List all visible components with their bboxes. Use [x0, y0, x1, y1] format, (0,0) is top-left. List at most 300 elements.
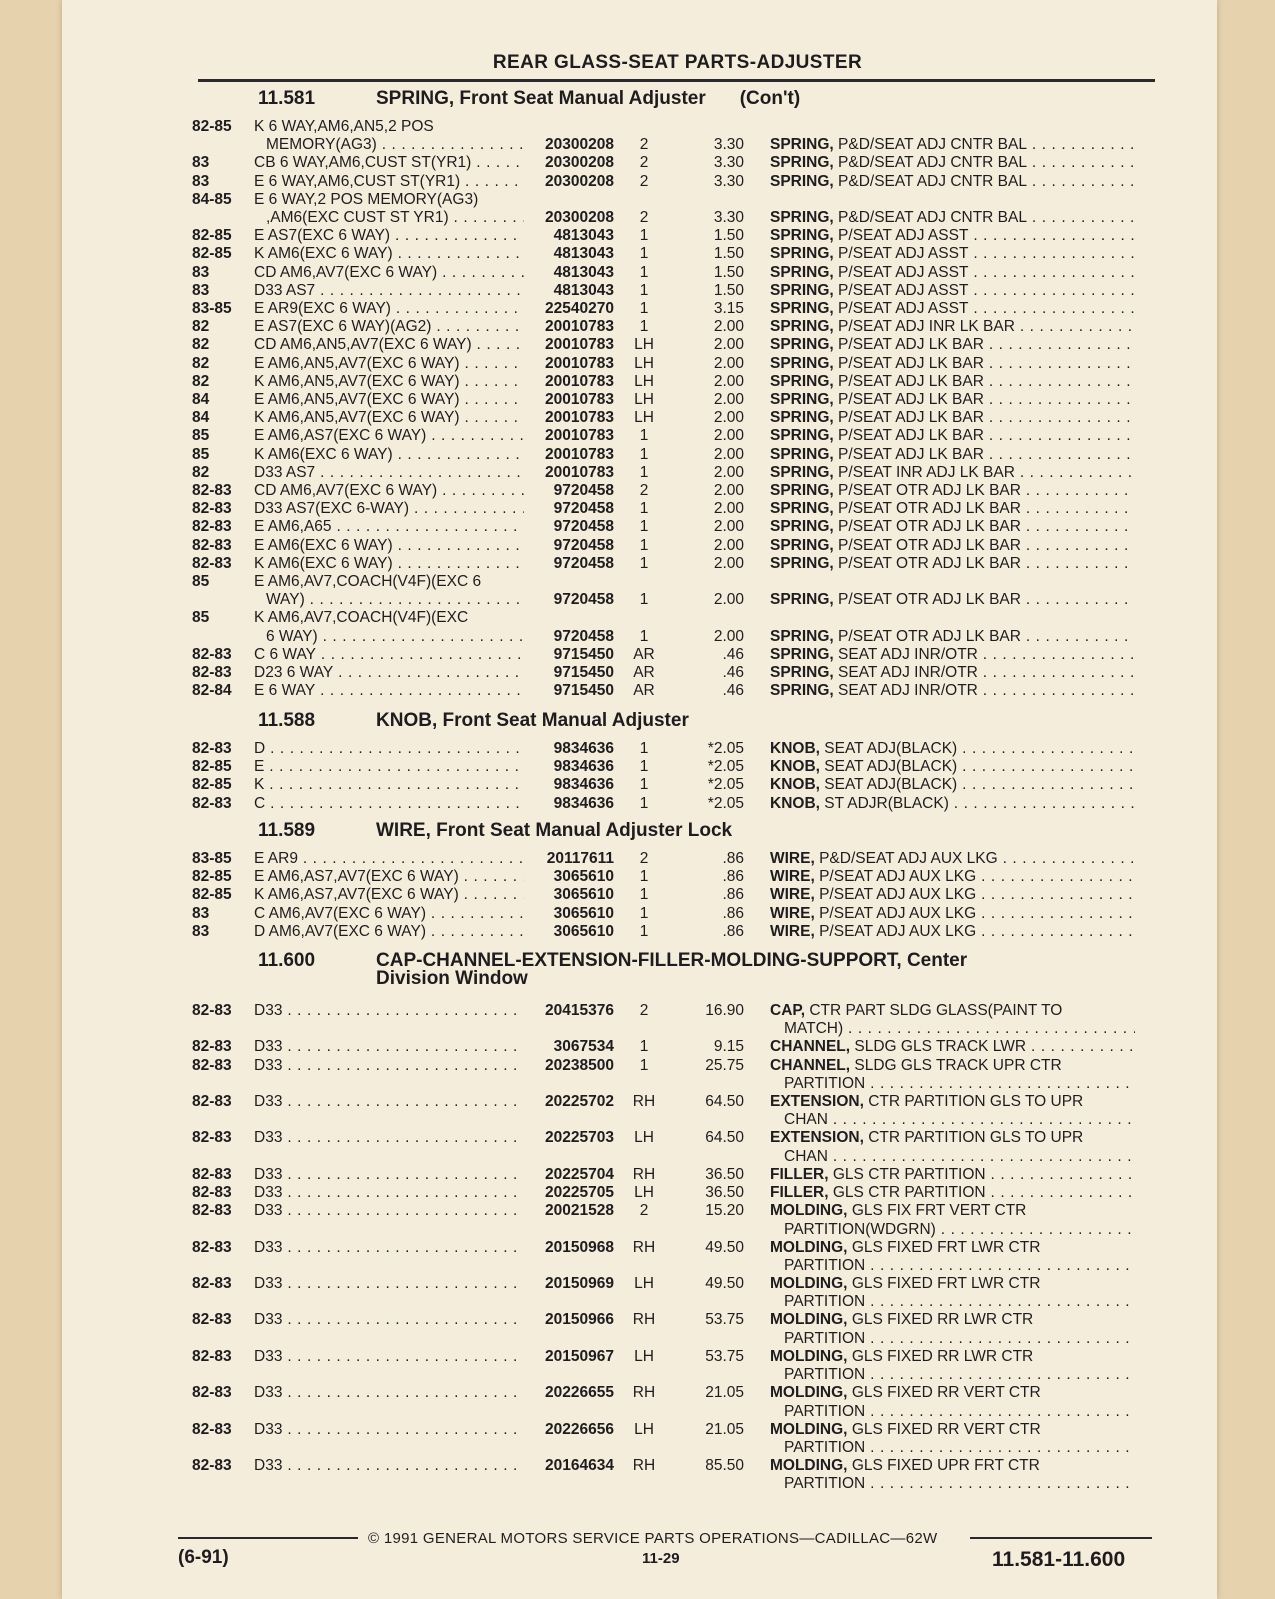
- description-line: [770, 1239, 1135, 1257]
- model-years: 85: [192, 445, 210, 463]
- model-years: 83: [192, 154, 210, 172]
- description-text: P/SEAT OTR ADJ LK BAR: [838, 482, 1021, 499]
- part-number: 20300208: [545, 136, 614, 154]
- model-years: 83: [192, 281, 210, 299]
- description-text: SEAT ADJ INR/OTR: [838, 645, 978, 663]
- part-name: MOLDING,: [770, 1202, 848, 1220]
- part-name: MOLDING,: [770, 1384, 848, 1402]
- description-text: CTR PARTITION GLS TO UPR: [868, 1129, 1084, 1147]
- part-name: SPRING,: [770, 682, 834, 700]
- application: [254, 646, 524, 664]
- part-description: [770, 850, 1135, 868]
- model-years: 83: [192, 263, 210, 281]
- description-line: [770, 776, 1135, 794]
- part-description: [770, 355, 1135, 373]
- part-number: 20300208: [545, 172, 614, 190]
- description-line: [770, 758, 1135, 776]
- model-years: 82: [192, 354, 210, 372]
- application-line: 6 WAY) . . .: [254, 628, 524, 646]
- quantity: RH: [632, 1165, 656, 1183]
- price: .46: [722, 664, 744, 681]
- description-text: P/SEAT OTR ADJ LK BAR: [838, 536, 1021, 554]
- application: [254, 1093, 524, 1111]
- application-line: K AM6(EXC 6 WAY) . . .: [254, 555, 524, 573]
- quantity: 1: [639, 463, 649, 481]
- section-title-subject: Front Seat Manual Adjuster: [442, 710, 689, 731]
- description-line: [770, 1057, 1135, 1075]
- part-number: 3065610: [553, 922, 614, 940]
- application-line: C . . .: [254, 795, 524, 813]
- description-line: CHAN . . .: [770, 1111, 1135, 1129]
- description-text: SLDG GLS TRACK UPR CTR: [854, 1056, 1062, 1074]
- price: 25.75: [705, 1056, 744, 1074]
- price: 2.00: [713, 372, 744, 390]
- description-line: PARTITION . . .: [770, 1439, 1135, 1457]
- quantity: 2: [639, 482, 649, 499]
- part-description: [770, 1348, 1135, 1385]
- quantity: LH: [634, 1347, 654, 1365]
- application-line: D33 . . .: [254, 1348, 524, 1366]
- application: [254, 482, 524, 500]
- part-name: SPRING,: [770, 445, 834, 463]
- quantity: AR: [633, 682, 655, 700]
- quantity: RH: [632, 1384, 656, 1402]
- part-number: 9715450: [553, 645, 614, 663]
- application: [254, 464, 524, 482]
- part-name: SPRING,: [770, 318, 834, 336]
- description-text: GLS FIXED FRT LWR CTR: [851, 1238, 1041, 1256]
- description-text: GLS CTR PARTITION: [832, 1165, 986, 1183]
- quantity: LH: [634, 1184, 654, 1201]
- application: [254, 537, 524, 555]
- part-name: MOLDING,: [770, 1420, 848, 1438]
- description-text: P/SEAT ADJ AUX LKG: [819, 904, 977, 922]
- quantity: 1: [639, 318, 649, 336]
- part-description: [770, 1202, 1135, 1239]
- description-line: [770, 355, 1135, 373]
- section-title-part: WIRE,: [376, 820, 431, 841]
- part-description: [770, 555, 1135, 573]
- description-text: GLS FIXED RR LWR CTR: [851, 1311, 1034, 1329]
- part-description: [770, 427, 1135, 445]
- quantity: 1: [639, 794, 649, 812]
- description-line: [770, 154, 1135, 172]
- price: 2.00: [713, 391, 744, 408]
- part-number: 20010783: [545, 463, 614, 481]
- application-line: E AM6,AN5,AV7(EXC 6 WAY) . . .: [254, 391, 524, 409]
- description-text: P/SEAT ADJ LK BAR: [838, 409, 984, 427]
- application: [254, 118, 524, 155]
- application: [254, 1184, 524, 1202]
- section-number: 11.600: [258, 950, 316, 971]
- application-line: D33 . . .: [254, 1275, 524, 1293]
- description-text: ST ADJR(BLACK): [824, 794, 949, 812]
- part-number: 20010783: [545, 354, 614, 372]
- price: 15.20: [705, 1202, 744, 1220]
- part-name: SPRING,: [770, 391, 834, 408]
- price: 2.00: [713, 336, 744, 354]
- application: [254, 427, 524, 445]
- part-number: 9834636: [553, 794, 614, 812]
- application-line: D33 . . .: [254, 1311, 524, 1329]
- part-number: 9720458: [553, 627, 614, 645]
- application-line: E AM6,AV7,COACH(V4F)(EXC 6: [254, 573, 482, 590]
- description-line: [770, 209, 1135, 227]
- quantity: LH: [634, 1420, 654, 1438]
- part-number: 20150966: [545, 1311, 614, 1329]
- application: [254, 850, 524, 868]
- model-years: 82-83: [192, 645, 232, 663]
- application-line: ,AM6(EXC CUST ST YR1) . . .: [254, 209, 524, 227]
- description-text: GLS FIXED RR VERT CTR: [851, 1384, 1041, 1402]
- part-number: 9720458: [553, 518, 614, 536]
- price: 1.50: [713, 263, 744, 281]
- description-text: SEAT ADJ(BLACK): [824, 740, 958, 757]
- part-number: 20021528: [545, 1202, 614, 1220]
- application-line: D33 . . .: [254, 1129, 524, 1147]
- part-number: 20150967: [545, 1347, 614, 1365]
- part-number: 20300208: [545, 154, 614, 172]
- description-text: P/SEAT ADJ INR LK BAR: [838, 318, 1015, 336]
- price: 2.00: [713, 445, 744, 463]
- application-line: D . . .: [254, 740, 524, 758]
- application: [254, 758, 524, 776]
- application-line: CD AM6,AV7(EXC 6 WAY) . . .: [254, 482, 524, 500]
- application-line: D33 . . .: [254, 1239, 524, 1257]
- part-name: EXTENSION,: [770, 1093, 864, 1110]
- model-years: 82-83: [192, 1184, 232, 1201]
- application: [254, 282, 524, 300]
- quantity: RH: [632, 1457, 656, 1474]
- description-line: MATCH) . . .: [770, 1020, 1135, 1038]
- revision-code: (6-91): [178, 1547, 229, 1568]
- section-title-part: KNOB,: [376, 710, 438, 731]
- part-description: [770, 628, 1135, 646]
- application-line: CB 6 WAY,AM6,CUST ST(YR1) . . .: [254, 154, 524, 172]
- part-name: WIRE,: [770, 904, 815, 922]
- model-years: 82-84: [192, 682, 232, 700]
- application-line: K AM6(EXC 6 WAY) . . .: [254, 245, 524, 263]
- quantity: 1: [639, 740, 649, 757]
- part-name: FILLER,: [770, 1184, 829, 1201]
- part-number: 4813043: [553, 281, 614, 299]
- model-years: 82-85: [192, 227, 232, 245]
- application: [254, 905, 524, 923]
- description-line: [770, 245, 1135, 263]
- header-rule: [198, 79, 1155, 82]
- part-name: SPRING,: [770, 208, 834, 226]
- quantity: 1: [639, 518, 649, 536]
- part-description: [770, 500, 1135, 518]
- part-number: 9720458: [553, 554, 614, 572]
- part-number: 20225703: [545, 1129, 614, 1147]
- description-text: P/SEAT OTR ADJ LK BAR: [838, 554, 1021, 572]
- price: 1.50: [713, 281, 744, 299]
- part-name: SPRING,: [770, 227, 834, 245]
- description-line: PARTITION . . .: [770, 1475, 1135, 1493]
- price: .46: [722, 645, 744, 663]
- application-line: K AM6,AN5,AV7(EXC 6 WAY) . . .: [254, 409, 524, 427]
- description-text: GLS FIXED RR LWR CTR: [851, 1347, 1034, 1365]
- price: 53.75: [705, 1347, 744, 1365]
- application: [254, 355, 524, 373]
- quantity: 1: [639, 886, 649, 904]
- part-description: [770, 482, 1135, 500]
- quantity: 1: [639, 227, 649, 245]
- model-years: 84: [192, 409, 210, 427]
- part-number: 20150969: [545, 1275, 614, 1292]
- price: 3.15: [713, 300, 744, 317]
- price: 2.00: [713, 318, 744, 336]
- model-years: 82-85: [192, 245, 232, 263]
- model-years: 85: [192, 427, 210, 445]
- part-name: KNOB,: [770, 776, 820, 794]
- model-years: 82-83: [192, 1347, 232, 1365]
- application-line: D33 AS7 . . .: [254, 464, 524, 482]
- application: [254, 1202, 524, 1220]
- part-number: 20238500: [545, 1056, 614, 1074]
- part-number: 20225705: [545, 1184, 614, 1201]
- application: [254, 1275, 524, 1293]
- model-years: 82-85: [192, 886, 232, 904]
- description-text: P/SEAT ADJ AUX LKG: [819, 886, 977, 904]
- description-text: P&D/SEAT ADJ CNTR BAL: [838, 136, 1027, 154]
- part-number: 20150968: [545, 1238, 614, 1256]
- model-years: 82-83: [192, 1311, 232, 1329]
- quantity: RH: [632, 1311, 656, 1329]
- model-years: 82-83: [192, 740, 232, 757]
- application: [254, 500, 524, 518]
- model-years: 82-83: [192, 1457, 232, 1474]
- application-line: D33 . . .: [254, 1038, 524, 1056]
- description-line: PARTITION(WDGRN) . . .: [770, 1221, 1135, 1239]
- application: [254, 1384, 524, 1402]
- price: 49.50: [705, 1275, 744, 1292]
- description-line: [770, 300, 1135, 318]
- price: .86: [722, 886, 744, 904]
- part-name: SPRING,: [770, 154, 834, 172]
- section-number: 11.589: [258, 820, 316, 841]
- application-line: C AM6,AV7(EXC 6 WAY) . . .: [254, 905, 524, 923]
- model-years: 82-83: [192, 500, 232, 518]
- description-text: P&D/SEAT ADJ CNTR BAL: [838, 172, 1027, 190]
- section-title: [376, 90, 800, 108]
- model-years: 83-85: [192, 850, 232, 867]
- application: [254, 173, 524, 191]
- part-description: [770, 886, 1135, 904]
- part-number: 20415376: [545, 1002, 614, 1019]
- part-name: SPRING,: [770, 518, 834, 536]
- application: [254, 264, 524, 282]
- part-name: SPRING,: [770, 664, 834, 681]
- model-years: 82-83: [192, 1056, 232, 1074]
- part-number: 20117611: [546, 850, 614, 867]
- part-name: KNOB,: [770, 740, 820, 757]
- application-line: D33 . . .: [254, 1457, 524, 1475]
- application-line: MEMORY(AG3) . . .: [254, 136, 524, 154]
- part-description: [770, 537, 1135, 555]
- part-number: 20010783: [545, 445, 614, 463]
- model-years: 82-83: [192, 1420, 232, 1438]
- part-name: EXTENSION,: [770, 1129, 864, 1147]
- price: 2.00: [713, 463, 744, 481]
- part-description: [770, 868, 1135, 886]
- description-line: [770, 1311, 1135, 1329]
- part-description: [770, 446, 1135, 464]
- part-number: 20010783: [545, 427, 614, 445]
- description-line: [770, 227, 1135, 245]
- description-line: PARTITION . . .: [770, 1075, 1135, 1093]
- part-description: [770, 1421, 1135, 1458]
- application: [254, 1457, 524, 1475]
- model-years: 82-83: [192, 1202, 232, 1220]
- price: 53.75: [705, 1311, 744, 1329]
- description-line: [770, 173, 1135, 191]
- application: [254, 227, 524, 245]
- quantity: 2: [639, 172, 649, 190]
- application-line: E AM6,AS7(EXC 6 WAY) . . .: [254, 427, 524, 445]
- description-text: P/SEAT ADJ ASST: [838, 300, 969, 317]
- model-years: 85: [192, 609, 210, 627]
- description-line: [770, 427, 1135, 445]
- application-line: E AR9(EXC 6 WAY) . . .: [254, 300, 524, 318]
- model-years: 82-83: [192, 1038, 232, 1056]
- price: 3.30: [713, 208, 744, 226]
- application-line: E AS7(EXC 6 WAY)(AG2) . . .: [254, 318, 524, 336]
- description-line: [770, 518, 1135, 536]
- part-description: [770, 318, 1135, 336]
- section-title: [376, 712, 689, 730]
- application-line: E 6 WAY,2 POS MEMORY(AG3): [254, 190, 479, 208]
- application: [254, 1038, 524, 1056]
- model-years: 82: [192, 372, 210, 390]
- description-text: P/SEAT ADJ LK BAR: [838, 372, 984, 390]
- description-text: CTR PART SLDG GLASS(PAINT TO: [809, 1002, 1063, 1019]
- description-line: CHAN . . .: [770, 1148, 1135, 1166]
- quantity: 2: [639, 154, 649, 172]
- part-name: CAP,: [770, 1002, 806, 1019]
- price: *2.05: [707, 776, 744, 794]
- description-line: [770, 1129, 1135, 1147]
- part-number: 9720458: [553, 482, 614, 499]
- quantity: 1: [639, 922, 649, 940]
- part-description: [770, 776, 1135, 794]
- part-name: SPRING,: [770, 627, 834, 645]
- model-years: 83: [192, 922, 210, 940]
- section-title-part: CAP-CHANNEL-EXTENSION-FILLER-MOLDING-SUPPORT,: [376, 950, 902, 971]
- part-description: [770, 1384, 1135, 1421]
- quantity: RH: [632, 1238, 656, 1256]
- description-text: P/SEAT ADJ LK BAR: [838, 391, 984, 408]
- part-name: WIRE,: [770, 868, 815, 886]
- description-line: PARTITION . . .: [770, 1330, 1135, 1348]
- model-years: 82-83: [192, 1002, 232, 1019]
- part-description: [770, 646, 1135, 664]
- description-line: [770, 537, 1135, 555]
- quantity: 1: [639, 627, 649, 645]
- description-line: [770, 628, 1135, 646]
- part-name: MOLDING,: [770, 1275, 848, 1292]
- model-years: 82-83: [192, 664, 232, 681]
- part-name: SPRING,: [770, 536, 834, 554]
- section-title-part: SPRING,: [376, 88, 455, 109]
- quantity: 1: [639, 263, 649, 281]
- application: [254, 609, 524, 646]
- quantity: 1: [639, 1056, 649, 1074]
- part-number: 9715450: [553, 682, 614, 700]
- part-description: [770, 1057, 1135, 1094]
- part-description: [770, 391, 1135, 409]
- application: [254, 868, 524, 886]
- quantity: LH: [634, 391, 654, 408]
- part-description: [770, 905, 1135, 923]
- application: [254, 664, 524, 682]
- application: [254, 682, 524, 700]
- part-description: [770, 795, 1135, 813]
- description-line: [770, 1093, 1135, 1111]
- price: .86: [722, 850, 744, 867]
- part-name: SPRING,: [770, 482, 834, 499]
- price: 3.30: [713, 136, 744, 154]
- price: 3.30: [713, 154, 744, 172]
- part-name: MOLDING,: [770, 1457, 848, 1474]
- application: [254, 1002, 524, 1020]
- model-years: 82-85: [192, 118, 232, 135]
- quantity: AR: [633, 664, 655, 681]
- description-line: PARTITION . . .: [770, 1403, 1135, 1421]
- section-title-subject: Front Seat Manual Adjuster: [459, 88, 706, 109]
- application: [254, 409, 524, 427]
- part-number: 20225702: [545, 1093, 614, 1110]
- description-line: [770, 923, 1135, 941]
- part-number: 20225704: [545, 1165, 614, 1183]
- quantity: 2: [639, 208, 649, 226]
- part-number: 9834636: [553, 758, 614, 776]
- description-line: [770, 1002, 1135, 1020]
- model-years: 82-83: [192, 1384, 232, 1402]
- model-years: 82: [192, 318, 210, 336]
- application: [254, 1311, 524, 1329]
- description-text: CTR PARTITION GLS TO UPR: [868, 1093, 1084, 1110]
- price: 3.30: [713, 172, 744, 190]
- model-years: 82-83: [192, 482, 232, 499]
- application: [254, 740, 524, 758]
- part-number: 4813043: [553, 227, 614, 245]
- part-description: [770, 136, 1135, 154]
- price: 21.05: [705, 1420, 744, 1438]
- description-text: P/SEAT ADJ LK BAR: [838, 336, 984, 354]
- description-line: [770, 795, 1135, 813]
- part-description: [770, 1166, 1135, 1184]
- quantity: 1: [639, 445, 649, 463]
- application-line: D33 . . .: [254, 1057, 524, 1075]
- part-number: 9834636: [553, 740, 614, 757]
- quantity: 1: [639, 500, 649, 518]
- description-text: GLS CTR PARTITION: [832, 1184, 986, 1201]
- description-text: P/SEAT ADJ ASST: [838, 263, 969, 281]
- description-line: [770, 482, 1135, 500]
- description-text: SEAT ADJ INR/OTR: [838, 664, 978, 681]
- part-name: WIRE,: [770, 886, 815, 904]
- quantity: 1: [639, 776, 649, 794]
- description-text: P/SEAT ADJ AUX LKG: [819, 922, 977, 940]
- model-years: 82-83: [192, 1275, 232, 1292]
- quantity: 2: [639, 136, 649, 154]
- price: 36.50: [705, 1184, 744, 1201]
- part-description: [770, 682, 1135, 700]
- description-text: P/SEAT OTR ADJ LK BAR: [838, 591, 1021, 609]
- description-text: P&D/SEAT ADJ CNTR BAL: [838, 154, 1027, 172]
